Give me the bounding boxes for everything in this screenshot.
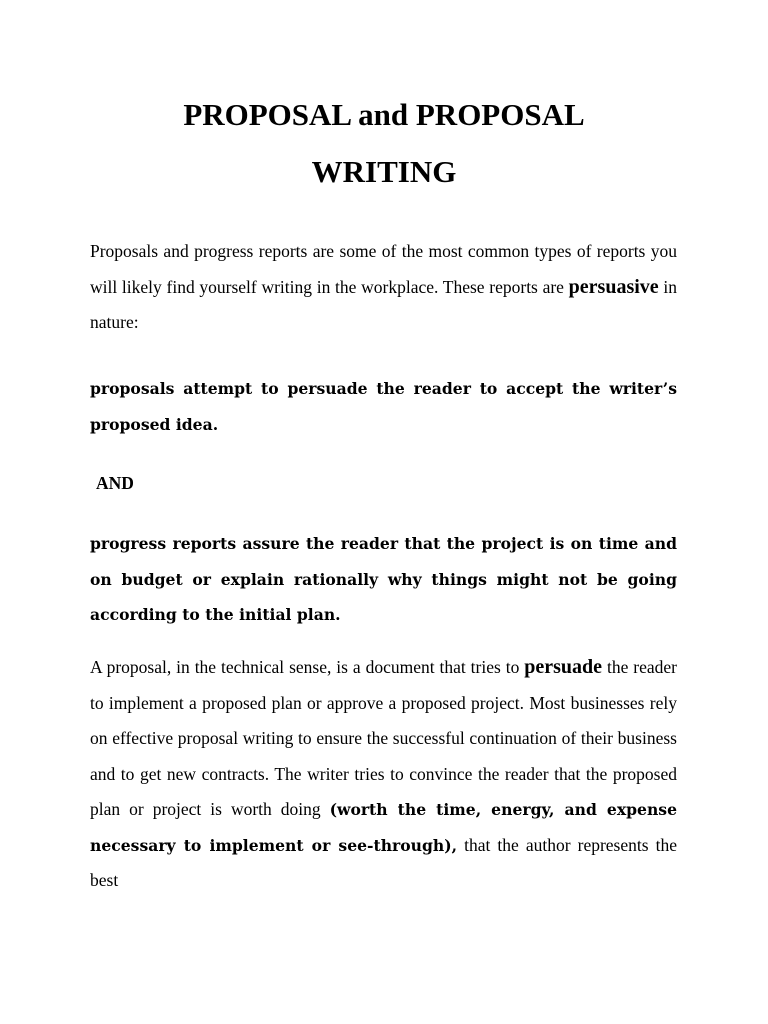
persuade-emphasis: persuade bbox=[524, 656, 603, 678]
and-connector: AND bbox=[96, 473, 134, 493]
intro-text-b: in nature: bbox=[90, 276, 677, 332]
explanation-text-a: A proposal, in the technical sense, is a document that tries to bbox=[90, 657, 525, 677]
worth-doing-bold-phrase: (worth the time, energy, and expense necessary to implement or see-through), bbox=[90, 800, 678, 855]
proposals-definition-paragraph: proposals attempt to persuade the reader to accept the writer’s proposed idea. bbox=[90, 379, 677, 434]
explanation-text-c: that the author represents the best bbox=[90, 834, 677, 890]
intro-paragraph bbox=[90, 234, 677, 341]
persuasive-emphasis: persuasive bbox=[568, 275, 659, 298]
document-title-line-2: WRITING bbox=[311, 154, 457, 189]
intro-text-a: Proposals and progress reports are some of the most common types of reports you will likely find yourself writing in the workplace. These reports are bbox=[90, 241, 677, 297]
explanation-text-b: the reader to implement a proposed plan or approve a proposed project. Most businesses rely on effective proposal writing to ensure the successful continuation of their business and to get new contracts. The writer tries to convince the reader that the proposed plan or project is worth doing bbox=[90, 657, 677, 819]
document-title-line-1: PROPOSAL and PROPOSAL bbox=[183, 97, 585, 132]
progress-reports-definition-paragraph: progress reports assure the reader that the project is on time and on budget or explain rationally why things might not be going according to the initial plan. bbox=[90, 534, 677, 624]
proposal-explanation-paragraph bbox=[90, 650, 677, 899]
